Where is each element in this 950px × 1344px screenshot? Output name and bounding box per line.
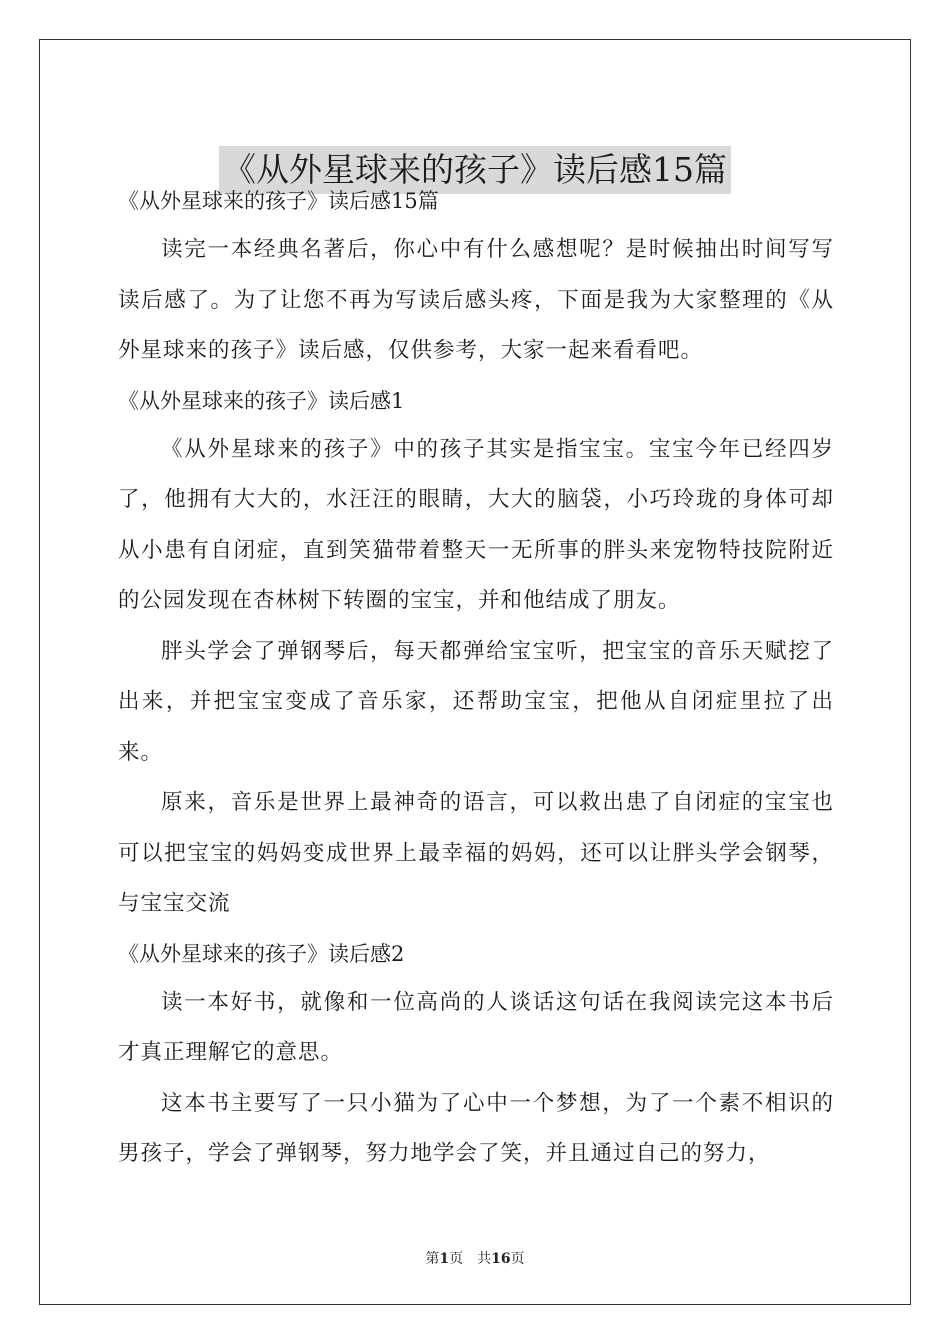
paragraph: 原来，音乐是世界上最神奇的语言，可以救出患了自闭症的宝宝也可以把宝宝的妈妈变成世界上最幸福的妈妈，还可以让胖头学会钢琴，与宝宝交流: [118, 790, 834, 916]
paragraph: 胖头学会了弹钢琴后，每天都弹给宝宝听，把宝宝的音乐天赋挖了出来，并把宝宝变成了音乐家，还帮助宝宝，把他从自闭症里拉了出来。: [118, 638, 834, 765]
page-footer: [0, 1248, 950, 1268]
paragraph: 读完一本经典名著后，你心中有什么感想呢？是时候抽出时间写写读后感了。为了让您不再为写读后感头疼，下面是我为大家整理的《从外星球来的孩子》读后感，仅供参考，大家一起来看看吧。: [118, 237, 834, 363]
section-heading: 《从外星球来的孩子》读后感2: [118, 941, 405, 966]
footer-suffix: 页: [510, 1251, 525, 1267]
paragraph: 这本书主要写了一只小猫为了心中一个梦想，为了一个素不相识的男孩子，学会了弹钢琴，努力地学会了笑，并且通过自己的努力，: [118, 1090, 834, 1166]
paragraph: 读一本好书，就像和一位高尚的人谈话这句话在我阅读完这本书后才真正理解它的意思。: [118, 989, 834, 1065]
footer-prefix: 第: [425, 1251, 440, 1267]
footer-mid: 页 共: [449, 1251, 492, 1267]
page-total: 16: [491, 1251, 511, 1267]
document-body: [118, 177, 834, 1180]
document-title: 《从外星球来的孩子》读后感15篇: [219, 146, 731, 194]
paragraph: 《从外星球来的孩子》中的孩子其实是指宝宝。宝宝今年已经四岁了，他拥有大大的，水汪汪的眼睛，大大的脑袋，小巧玲珑的身体可却从小患有自闭症，直到笑猫带着整天一无所事的胖头来宠物特技院附近的公园发现在杏林树下转圈的宝宝，并和他结成了朋友。: [118, 436, 834, 613]
page-number: 1: [439, 1251, 450, 1267]
section-heading: 《从外星球来的孩子》读后感15篇: [118, 189, 439, 213]
section-heading: 《从外星球来的孩子》读后感1: [118, 388, 405, 413]
